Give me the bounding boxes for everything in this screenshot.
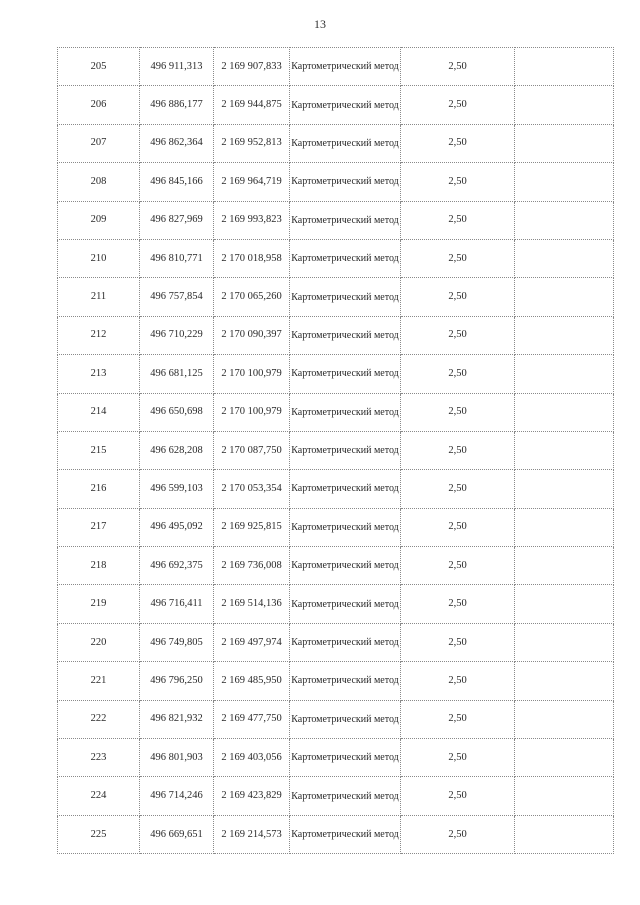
table-row	[58, 739, 614, 777]
note-cell	[515, 508, 614, 546]
method-cell: Картометрический метод	[290, 623, 401, 661]
note-cell	[515, 239, 614, 277]
y-coordinate-cell: 2 170 090,397	[214, 316, 290, 354]
note-cell	[515, 662, 614, 700]
table-row	[58, 815, 614, 853]
method-cell: Картометрический метод	[290, 815, 401, 853]
y-coordinate-cell: 2 169 952,813	[214, 124, 290, 162]
accuracy-cell: 2,50	[401, 508, 515, 546]
y-coordinate-cell: 2 170 018,958	[214, 239, 290, 277]
point-number-cell: 215	[58, 431, 140, 469]
x-coordinate-cell: 496 911,313	[140, 48, 214, 86]
x-coordinate-cell: 496 495,092	[140, 508, 214, 546]
method-cell: Картометрический метод	[290, 508, 401, 546]
method-cell: Картометрический метод	[290, 393, 401, 431]
point-number-cell: 219	[58, 585, 140, 623]
method-cell: Картометрический метод	[290, 700, 401, 738]
x-coordinate-cell: 496 749,805	[140, 623, 214, 661]
point-number-cell: 214	[58, 393, 140, 431]
method-cell: Картометрический метод	[290, 431, 401, 469]
point-number-cell: 221	[58, 662, 140, 700]
note-cell	[515, 585, 614, 623]
table-row	[58, 470, 614, 508]
accuracy-cell: 2,50	[401, 124, 515, 162]
table-row	[58, 86, 614, 124]
method-cell: Картометрический метод	[290, 201, 401, 239]
y-coordinate-cell: 2 169 736,008	[214, 547, 290, 585]
x-coordinate-cell: 496 827,969	[140, 201, 214, 239]
y-coordinate-cell: 2 169 497,974	[214, 623, 290, 661]
accuracy-cell: 2,50	[401, 278, 515, 316]
point-number-cell: 225	[58, 815, 140, 853]
x-coordinate-cell: 496 886,177	[140, 86, 214, 124]
method-cell: Картометрический метод	[290, 355, 401, 393]
note-cell	[515, 700, 614, 738]
y-coordinate-cell: 2 169 907,833	[214, 48, 290, 86]
table-row	[58, 48, 614, 86]
note-cell	[515, 316, 614, 354]
point-number-cell: 224	[58, 777, 140, 815]
x-coordinate-cell: 496 681,125	[140, 355, 214, 393]
accuracy-cell: 2,50	[401, 585, 515, 623]
note-cell	[515, 278, 614, 316]
note-cell	[515, 777, 614, 815]
y-coordinate-cell: 2 169 485,950	[214, 662, 290, 700]
table-row	[58, 163, 614, 201]
x-coordinate-cell: 496 801,903	[140, 739, 214, 777]
method-cell: Картометрический метод	[290, 278, 401, 316]
table-row	[58, 393, 614, 431]
x-coordinate-cell: 496 710,229	[140, 316, 214, 354]
note-cell	[515, 86, 614, 124]
point-number-cell: 213	[58, 355, 140, 393]
accuracy-cell: 2,50	[401, 393, 515, 431]
table-row	[58, 316, 614, 354]
table-row	[58, 124, 614, 162]
y-coordinate-cell: 2 169 214,573	[214, 815, 290, 853]
table-row	[58, 355, 614, 393]
table-row	[58, 700, 614, 738]
x-coordinate-cell: 496 845,166	[140, 163, 214, 201]
y-coordinate-cell: 2 169 944,875	[214, 86, 290, 124]
accuracy-cell: 2,50	[401, 470, 515, 508]
x-coordinate-cell: 496 716,411	[140, 585, 214, 623]
note-cell	[515, 355, 614, 393]
x-coordinate-cell: 496 810,771	[140, 239, 214, 277]
accuracy-cell: 2,50	[401, 201, 515, 239]
method-cell: Картометрический метод	[290, 547, 401, 585]
method-cell: Картометрический метод	[290, 316, 401, 354]
point-number-cell: 210	[58, 239, 140, 277]
point-number-cell: 216	[58, 470, 140, 508]
x-coordinate-cell: 496 599,103	[140, 470, 214, 508]
method-cell: Картометрический метод	[290, 86, 401, 124]
y-coordinate-cell: 2 170 100,979	[214, 393, 290, 431]
x-coordinate-cell: 496 821,932	[140, 700, 214, 738]
table-row	[58, 431, 614, 469]
accuracy-cell: 2,50	[401, 815, 515, 853]
point-number-cell: 212	[58, 316, 140, 354]
y-coordinate-cell: 2 169 477,750	[214, 700, 290, 738]
table-row	[58, 508, 614, 546]
x-coordinate-cell: 496 862,364	[140, 124, 214, 162]
method-cell: Картометрический метод	[290, 470, 401, 508]
accuracy-cell: 2,50	[401, 700, 515, 738]
method-cell: Картометрический метод	[290, 662, 401, 700]
table-row	[58, 278, 614, 316]
note-cell	[515, 163, 614, 201]
accuracy-cell: 2,50	[401, 623, 515, 661]
y-coordinate-cell: 2 169 993,823	[214, 201, 290, 239]
x-coordinate-cell: 496 692,375	[140, 547, 214, 585]
accuracy-cell: 2,50	[401, 163, 515, 201]
note-cell	[515, 48, 614, 86]
note-cell	[515, 547, 614, 585]
point-number-cell: 218	[58, 547, 140, 585]
note-cell	[515, 431, 614, 469]
accuracy-cell: 2,50	[401, 662, 515, 700]
x-coordinate-cell: 496 796,250	[140, 662, 214, 700]
accuracy-cell: 2,50	[401, 777, 515, 815]
y-coordinate-cell: 2 169 423,829	[214, 777, 290, 815]
point-number-cell: 205	[58, 48, 140, 86]
y-coordinate-cell: 2 169 964,719	[214, 163, 290, 201]
x-coordinate-cell: 496 669,651	[140, 815, 214, 853]
point-number-cell: 222	[58, 700, 140, 738]
point-number-cell: 211	[58, 278, 140, 316]
point-number-cell: 223	[58, 739, 140, 777]
y-coordinate-cell: 2 170 053,354	[214, 470, 290, 508]
accuracy-cell: 2,50	[401, 239, 515, 277]
x-coordinate-cell: 496 714,246	[140, 777, 214, 815]
point-number-cell: 209	[58, 201, 140, 239]
y-coordinate-cell: 2 169 925,815	[214, 508, 290, 546]
table-row	[58, 662, 614, 700]
accuracy-cell: 2,50	[401, 316, 515, 354]
accuracy-cell: 2,50	[401, 547, 515, 585]
x-coordinate-cell: 496 628,208	[140, 431, 214, 469]
method-cell: Картометрический метод	[290, 124, 401, 162]
note-cell	[515, 201, 614, 239]
coordinates-table	[57, 47, 614, 854]
accuracy-cell: 2,50	[401, 355, 515, 393]
table-row	[58, 201, 614, 239]
note-cell	[515, 815, 614, 853]
y-coordinate-cell: 2 169 514,136	[214, 585, 290, 623]
y-coordinate-cell: 2 169 403,056	[214, 739, 290, 777]
table-row	[58, 585, 614, 623]
note-cell	[515, 623, 614, 661]
method-cell: Картометрический метод	[290, 48, 401, 86]
accuracy-cell: 2,50	[401, 739, 515, 777]
method-cell: Картометрический метод	[290, 739, 401, 777]
point-number-cell: 207	[58, 124, 140, 162]
note-cell	[515, 470, 614, 508]
y-coordinate-cell: 2 170 100,979	[214, 355, 290, 393]
point-number-cell: 220	[58, 623, 140, 661]
coordinates-table-body	[58, 48, 614, 854]
method-cell: Картометрический метод	[290, 239, 401, 277]
page-number: 13	[314, 17, 326, 31]
note-cell	[515, 124, 614, 162]
point-number-cell: 206	[58, 86, 140, 124]
accuracy-cell: 2,50	[401, 48, 515, 86]
table-row	[58, 623, 614, 661]
method-cell: Картометрический метод	[290, 777, 401, 815]
point-number-cell: 217	[58, 508, 140, 546]
y-coordinate-cell: 2 170 065,260	[214, 278, 290, 316]
table-row	[58, 777, 614, 815]
table-row	[58, 239, 614, 277]
point-number-cell: 208	[58, 163, 140, 201]
x-coordinate-cell: 496 757,854	[140, 278, 214, 316]
table-row	[58, 547, 614, 585]
y-coordinate-cell: 2 170 087,750	[214, 431, 290, 469]
method-cell: Картометрический метод	[290, 585, 401, 623]
x-coordinate-cell: 496 650,698	[140, 393, 214, 431]
accuracy-cell: 2,50	[401, 431, 515, 469]
method-cell: Картометрический метод	[290, 163, 401, 201]
note-cell	[515, 393, 614, 431]
accuracy-cell: 2,50	[401, 86, 515, 124]
note-cell	[515, 739, 614, 777]
